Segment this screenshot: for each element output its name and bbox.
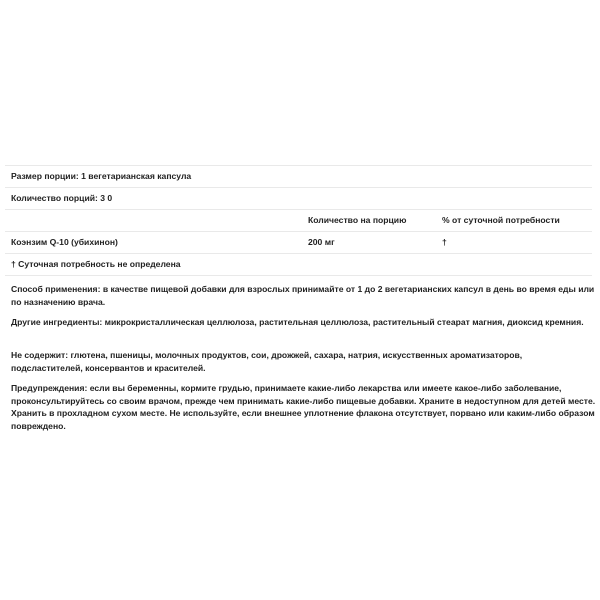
free-of-text: Не содержит: глютена, пшеницы, молочных продуктов, сои, дрожжей, сахара, натрия, искусственных ароматизаторов, подсластителей, консервантов и красителей.	[11, 350, 523, 373]
serving-size: Размер порции: 1 вегетарианская капсула	[11, 171, 192, 181]
free-of-paragraph	[11, 349, 596, 374]
supplement-facts-table	[5, 165, 592, 276]
ingredient-daily-value: †	[442, 237, 447, 247]
warnings-text: Предупреждения: если вы беременны, кормите грудью, принимаете какие-либо лекарства или имеете какое-либо заболевание, проконсультируйтесь со своим врачом, прежде чем принимать какие-либо пищевые добавки. Храните в недоступном для детей месте. Хранить в прохладном сухом месте. Не используйте, если внешнее уплотнение флакона отсутствует, порвано или каким-либо образом повреждено.	[11, 383, 596, 431]
ingredient-name: Коэнзим Q-10 (убихинон)	[11, 237, 118, 247]
footnote-row	[5, 253, 592, 276]
warnings-paragraph	[11, 382, 596, 432]
usage-text: Способ применения: в качестве пищевой добавки для взрослых принимайте от 1 до 2 вегетарианских капсул в день во время еды или по назначению врача.	[11, 284, 595, 307]
serving-size-row	[5, 165, 592, 187]
amount-per-serving-header: Количество на порцию	[308, 215, 407, 225]
servings-per-container: Количество порций: 3 0	[11, 193, 113, 203]
daily-value-header: % от суточной потребности	[442, 215, 560, 225]
other-ingredients-paragraph	[11, 316, 596, 329]
servings-per-container-row	[5, 187, 592, 209]
table-row	[5, 231, 592, 253]
table-header-row	[5, 209, 592, 231]
usage-paragraph	[11, 283, 596, 308]
ingredient-amount: 200 мг	[308, 237, 335, 247]
other-ingredients-text: Другие ингредиенты: микрокристаллическая целлюлоза, растительная целлюлоза, растительный стеарат магния, диоксид кремния.	[11, 317, 584, 327]
footnote: † Суточная потребность не определена	[11, 259, 181, 269]
